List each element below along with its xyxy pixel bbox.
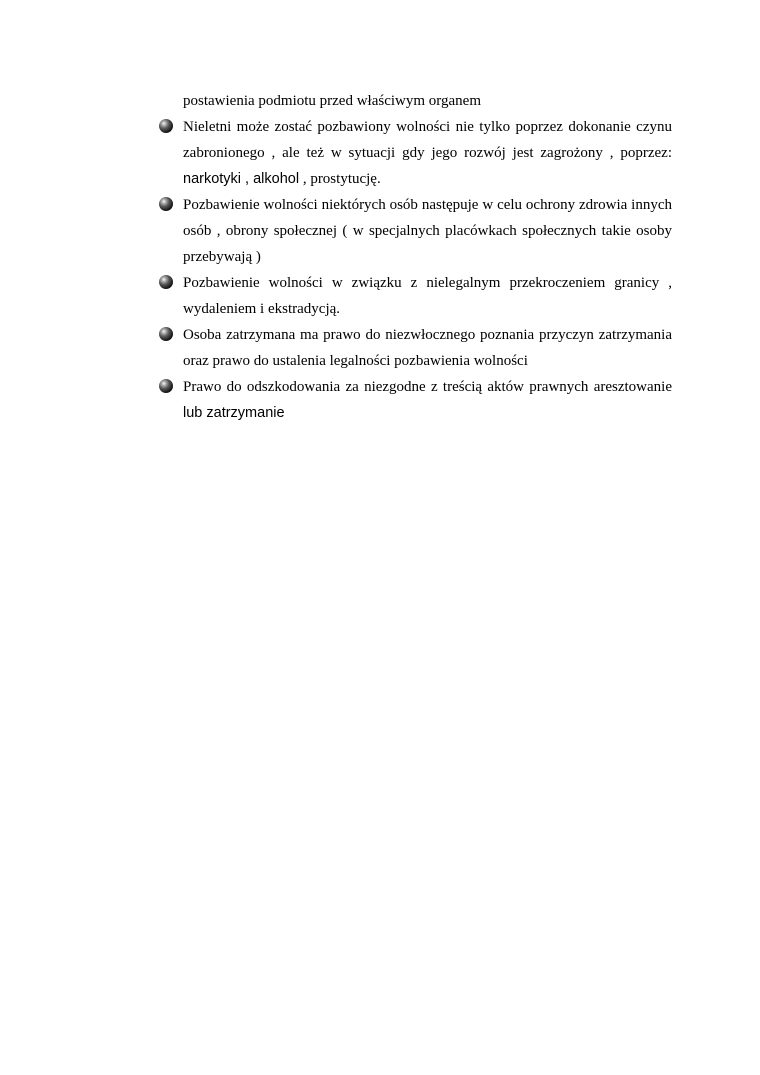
list-item-tail: lub zatrzymanie	[183, 405, 285, 421]
list-item	[158, 114, 672, 192]
continuation-paragraph: postawienia podmiotu przed właściwym organem	[183, 93, 481, 109]
bullet-icon	[159, 275, 173, 289]
bullet-icon	[159, 119, 173, 133]
list-item-text-main: Prawo do odszkodowania za niezgodne z treścią aktów prawnych aresztowanie	[183, 379, 672, 395]
list-item-text	[183, 374, 672, 426]
bullet-icon	[159, 197, 173, 211]
list-item	[158, 322, 672, 374]
list-item-text-main: Nieletni może zostać pozbawiony wolności nie tylko poprzez dokonanie czynu zabronionego , ale też w sytuacji gdy jego rozwój jest zagrożony , poprzez:	[183, 119, 672, 161]
list-item-tail: , prostytucję.	[299, 171, 381, 187]
list-item-emphasis: narkotyki , alkohol	[183, 171, 300, 187]
list-item-text: Pozbawienie wolności niektórych osób następuje w celu ochrony zdrowia innych osób , obrony społecznej ( w specjalnych placówkach społecznych takie osoby przebywają )	[183, 197, 672, 265]
bullet-icon	[159, 379, 173, 393]
list-item	[158, 270, 672, 322]
document-body	[158, 88, 672, 426]
list-item-text	[183, 114, 672, 192]
list-item	[158, 374, 672, 426]
list-item-text: Osoba zatrzymana ma prawo do niezwłocznego poznania przyczyn zatrzymania oraz prawo do ustalenia legalności pozbawienia wolności	[183, 327, 672, 369]
list-item-text: Pozbawienie wolności w związku z nielegalnym przekroczeniem granicy , wydaleniem i ekstradycją.	[183, 275, 672, 317]
list-item	[158, 192, 672, 270]
bullet-icon	[159, 327, 173, 341]
